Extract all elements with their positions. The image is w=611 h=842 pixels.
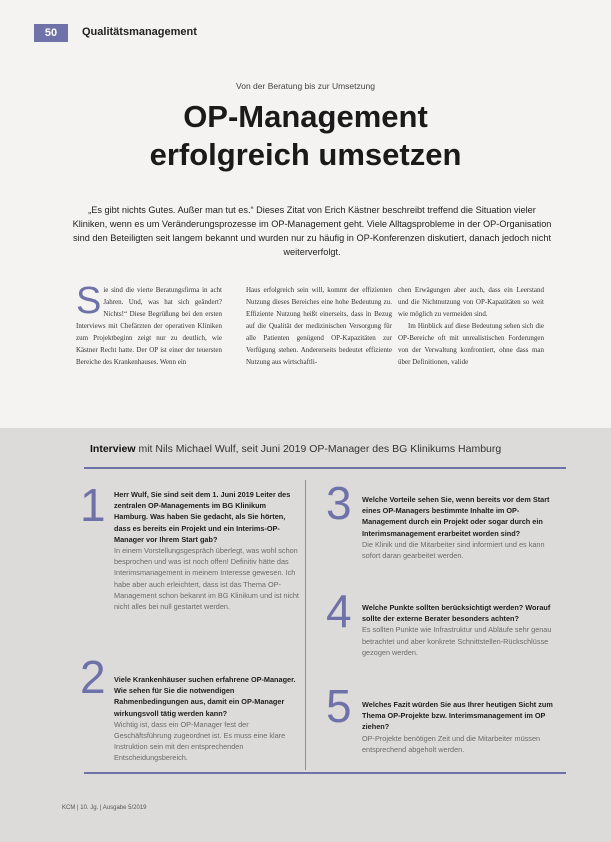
question-number-4: 4 — [326, 585, 352, 637]
interview-subtitle: mit Nils Michael Wulf, seit Juni 2019 OP-Manager des BG Klinikums Hamburg — [135, 443, 502, 455]
article-headline — [0, 98, 611, 174]
column-3-text-b: Im Hinblick auf diese Bedeutung sehen sich die OP-Bereiche oft mit unrealistischen Forderungen von der Verwaltung konfrontiert, ohne dass man über Definitionen, valide — [398, 322, 544, 366]
question-3: Welche Vorteile sehen Sie, wenn bereits vor dem Start eines OP-Managers bestimmte Inhalte im OP-Management durch ein Projekt oder sogar durch ein Interimsmanagement erarbeitet worden sind? — [362, 495, 550, 538]
interview-item-5 — [362, 699, 562, 755]
answer-4: Es sollten Punkte wie Infrastruktur und Abläufe sehr genau betrachtet und aber konkrete Schnittstellen-Rückschlüsse gezogen werden. — [362, 625, 552, 657]
answer-2: Wichtig ist, dass ein OP-Manager fest der Geschäftsführung zugeordnet ist. Es muss eine klare Instruktion sein mit den entsprechenden Entscheidungsbereich. — [114, 719, 286, 763]
question-1: Herr Wulf, Sie sind seit dem 1. Juni 2019 Leiter des zentralen OP-Managements im BG Klinikum Hamburg. Was haben Sie gedacht, als Sie hörten, dass es bereits ein Projekt und ein Interims-OP-Manager vor Ihrem Start gab? — [114, 490, 291, 544]
body-column-1 — [76, 280, 222, 368]
page-footer: KCM | 10. Jg. | Ausgabe 5/2019 — [62, 805, 147, 811]
headline-line-1: OP-Management — [183, 99, 428, 134]
question-4: Welche Punkte sollten berücksichtigt werden? Worauf sollte der externe Berater besonders achten? — [362, 603, 551, 624]
interview-bottom-rule — [84, 772, 566, 774]
section-title: Qualitätsmanagement — [82, 26, 197, 38]
interview-title — [90, 443, 501, 455]
drop-cap: S — [76, 280, 102, 322]
interview-top-rule — [84, 467, 566, 469]
article-kicker: Von der Beratung bis zur Umsetzung — [236, 81, 375, 91]
body-column-2 — [246, 284, 392, 368]
column-3-text-a: chen Erwägungen aber auch, dass ein Leerstand und die Nichtnutzung von OP-Kapazitäten so weit wie möglich zu vermeiden sind. — [398, 286, 544, 318]
question-number-3: 3 — [326, 477, 352, 529]
body-column-3 — [398, 284, 544, 368]
answer-5: OP-Projekte benötigen Zeit und die Mitarbeiter müssen entsprechend abgeholt werden. — [362, 733, 541, 754]
question-number-1: 1 — [80, 479, 106, 531]
question-5: Welches Fazit würden Sie aus Ihrer heutigen Sicht zum Thema OP-Projekte bzw. Interimsmanagement im OP ziehen? — [362, 700, 553, 732]
article-lead: „Es gibt nichts Gutes. Außer man tut es.“ Dieses Zitat von Erich Kästner beschreibt treffend die Situation vieler Kliniken, wenn es um Veränderungsprozesse im OP-Management geht. Viele Alltagsprobleme in der OP-Organisation sind den Beteiligten seit langem bekannt und wurden nur zu häufig in OP-Konferenzen diskutiert, danach jedoch nicht weiterverfolgt. — [72, 205, 552, 257]
question-number-2: 2 — [80, 651, 106, 703]
column-2-text: Haus erfolgreich sein will, kommt der effizienten Nutzung dieses Bereiches eine hohe Bedeutung zu. Effiziente Nutzung heißt einerseits, dass in Bezug auf die Qualität der medizinischen Versorgung für alle Patienten genügend OP-Kapazitäten zur Verfügung stehen. Andererseits bedeutet effiziente Nutzung aus wirtschaftli- — [246, 286, 392, 366]
question-2: Viele Krankenhäuser suchen erfahrene OP-Manager. Wie sehen für Sie die notwendigen Rahmenbedingungen aus, damit ein OP-Manager wirkungsvoll tätig werden kann? — [114, 675, 296, 718]
interview-item-2 — [114, 674, 300, 764]
interview-divider — [305, 480, 306, 770]
answer-3: Die Klinik und die Mitarbeiter sind informiert und es kann sofort daran gearbeitet werden. — [362, 539, 545, 561]
answer-1: In einem Vorstellungsgespräch überlegt, was wohl schon besprochen und was ist noch offen! Definitiv hätte das Interimsmanagement in meinem Interesse gewesen. Ich habe aber auch erleichtert, dass ist das Thema OP-Management schon bekannt im BG Klinikum und ist nicht nicht alles bei null gestartet werden. — [114, 546, 299, 612]
interview-item-3 — [362, 494, 562, 561]
question-number-5: 5 — [326, 680, 352, 732]
page-number: 50 — [34, 24, 68, 42]
column-1-text: ie sind die vierte Beratungsfirma in acht Jahren. Und, was hat sich geändert? Nichts!“ Diese Begrüßung bei den ersten Interviews mit Chefärzten der operativen Kliniken zum Projektbeginn zeigt nur zu deutlich, wie Kästner Recht hatte. Der OP ist einer der teuersten Bereiche des Krankenhauses. Wenn ein — [76, 286, 222, 366]
headline-line-2: erfolgreich umsetzen — [149, 137, 462, 172]
interview-item-1 — [114, 489, 300, 612]
interview-label: Interview — [90, 443, 136, 455]
interview-item-4 — [362, 602, 562, 658]
